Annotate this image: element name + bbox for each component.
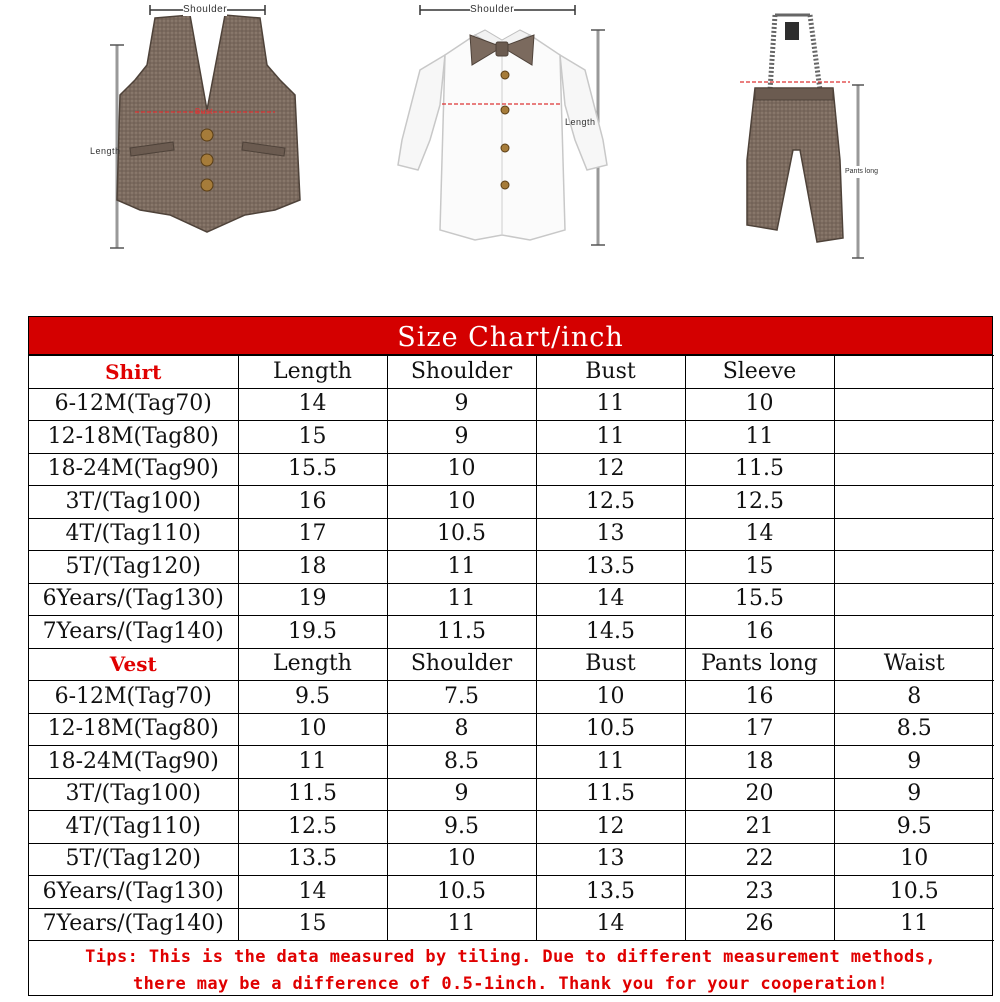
vest-value-cell: 11 (387, 908, 536, 941)
shirt-header-cell: Sleeve (685, 356, 834, 389)
table-row (29, 811, 994, 844)
vest-value-cell: 16 (685, 681, 834, 714)
shirt-value-cell: 15.5 (685, 583, 834, 616)
vest-value-cell: 23 (685, 876, 834, 909)
vest-value-cell: 22 (685, 843, 834, 876)
size-table-body (29, 356, 994, 941)
shirt-value-cell: 11 (536, 388, 685, 421)
shirt-header-cell: Shoulder (387, 356, 536, 389)
table-row (29, 843, 994, 876)
shirt-header-row (29, 356, 994, 389)
shirt-value-cell: 15 (685, 551, 834, 584)
vest-value-cell: 17 (685, 713, 834, 746)
shirt-value-cell (834, 616, 994, 649)
vest-value-cell: 20 (685, 778, 834, 811)
shirt-size-cell: 6Years/(Tag130) (29, 583, 238, 616)
shirt-size-cell: 3T/(Tag100) (29, 486, 238, 519)
shirt-value-cell (834, 388, 994, 421)
table-row (29, 421, 994, 454)
shirt-value-cell: 11 (387, 551, 536, 584)
tips-line-1: Tips: This is the data measured by tiling. Due to different measurement methods, (85, 947, 936, 967)
vest-value-cell: 10.5 (834, 876, 994, 909)
shirt-size-cell: 6-12M(Tag70) (29, 388, 238, 421)
shirt-illustration (390, 0, 630, 260)
vest-size-cell: 7Years/(Tag140) (29, 908, 238, 941)
vest-value-cell: 13 (536, 843, 685, 876)
shirt-section-label: Shirt (29, 356, 238, 389)
vest-value-cell: 13.5 (536, 876, 685, 909)
shirt-size-cell: 18-24M(Tag90) (29, 453, 238, 486)
shirt-value-cell: 14 (685, 518, 834, 551)
pants-long-label: Pants long (845, 166, 878, 178)
vest-value-cell: 14 (536, 908, 685, 941)
shirt-header-cell (834, 356, 994, 389)
vest-value-cell: 21 (685, 811, 834, 844)
vest-bust-label: Bust (195, 107, 214, 116)
vest-size-cell: 6Years/(Tag130) (29, 876, 238, 909)
vest-value-cell: 14 (238, 876, 387, 909)
shirt-size-cell: 4T/(Tag110) (29, 518, 238, 551)
vest-value-cell: 9.5 (387, 811, 536, 844)
vest-header-cell: Bust (536, 648, 685, 681)
shirt-value-cell (834, 486, 994, 519)
vest-section-label: Vest (29, 648, 238, 681)
table-row (29, 551, 994, 584)
shirt-value-cell: 9 (387, 388, 536, 421)
shirt-value-cell: 10.5 (387, 518, 536, 551)
vest-size-cell: 4T/(Tag110) (29, 811, 238, 844)
shirt-value-cell: 10 (387, 486, 536, 519)
shirt-shoulder-label: Shoulder (470, 4, 515, 15)
vest-value-cell: 10 (536, 681, 685, 714)
vest-value-cell: 9 (834, 778, 994, 811)
table-row (29, 876, 994, 909)
table-row (29, 616, 994, 649)
table-row (29, 583, 994, 616)
shirt-value-cell: 16 (685, 616, 834, 649)
shirt-value-cell: 11.5 (387, 616, 536, 649)
vest-length-label: Length (90, 146, 121, 156)
chart-title: Size Chart/inch (29, 317, 992, 355)
shirt-value-cell: 12.5 (536, 486, 685, 519)
pants-illustration (725, 0, 875, 265)
shirt-value-cell: 10 (685, 388, 834, 421)
size-table (29, 355, 994, 941)
vest-value-cell: 11.5 (536, 778, 685, 811)
vest-value-cell: 12 (536, 811, 685, 844)
shirt-value-cell: 17 (238, 518, 387, 551)
shirt-size-cell: 5T/(Tag120) (29, 551, 238, 584)
shirt-value-cell (834, 453, 994, 486)
shirt-value-cell (834, 583, 994, 616)
shirt-value-cell: 14.5 (536, 616, 685, 649)
shirt-value-cell: 19.5 (238, 616, 387, 649)
garment-illustrations (0, 0, 1000, 300)
vest-value-cell: 8 (387, 713, 536, 746)
table-row (29, 388, 994, 421)
vest-value-cell: 18 (685, 746, 834, 779)
table-row (29, 746, 994, 779)
vest-value-cell: 9.5 (834, 811, 994, 844)
shirt-value-cell: 9 (387, 421, 536, 454)
shirt-value-cell: 15.5 (238, 453, 387, 486)
vest-header-row (29, 648, 994, 681)
table-row (29, 908, 994, 941)
shirt-value-cell (834, 551, 994, 584)
table-row (29, 518, 994, 551)
vest-value-cell: 10.5 (387, 876, 536, 909)
vest-header-cell: Length (238, 648, 387, 681)
shirt-size-cell: 7Years/(Tag140) (29, 616, 238, 649)
shirt-header-cell: Length (238, 356, 387, 389)
shirt-value-cell: 18 (238, 551, 387, 584)
vest-value-cell: 10 (238, 713, 387, 746)
table-row (29, 713, 994, 746)
vest-header-cell: Waist (834, 648, 994, 681)
shirt-length-label: Length (565, 117, 596, 127)
vest-size-cell: 18-24M(Tag90) (29, 746, 238, 779)
shirt-value-cell: 12.5 (685, 486, 834, 519)
shirt-value-cell: 10 (387, 453, 536, 486)
shirt-value-cell: 11.5 (685, 453, 834, 486)
vest-header-cell: Pants long (685, 648, 834, 681)
vest-shoulder-label: Shoulder (183, 4, 228, 15)
table-row (29, 681, 994, 714)
vest-value-cell: 8.5 (834, 713, 994, 746)
shirt-header-cell: Bust (536, 356, 685, 389)
shirt-value-cell: 12 (536, 453, 685, 486)
size-chart (28, 316, 993, 996)
vest-value-cell: 8.5 (387, 746, 536, 779)
vest-size-cell: 5T/(Tag120) (29, 843, 238, 876)
shirt-value-cell: 15 (238, 421, 387, 454)
vest-header-cell: Shoulder (387, 648, 536, 681)
vest-value-cell: 11 (238, 746, 387, 779)
tips (29, 941, 992, 1002)
vest-size-cell: 3T/(Tag100) (29, 778, 238, 811)
vest-value-cell: 15 (238, 908, 387, 941)
vest-value-cell: 10.5 (536, 713, 685, 746)
vest-value-cell: 10 (834, 843, 994, 876)
shirt-value-cell (834, 421, 994, 454)
vest-size-cell: 6-12M(Tag70) (29, 681, 238, 714)
vest-value-cell: 9 (834, 746, 994, 779)
vest-size-cell: 12-18M(Tag80) (29, 713, 238, 746)
shirt-value-cell: 11 (387, 583, 536, 616)
shirt-value-cell (834, 518, 994, 551)
shirt-value-cell: 16 (238, 486, 387, 519)
vest-value-cell: 13.5 (238, 843, 387, 876)
table-row (29, 453, 994, 486)
vest-value-cell: 10 (387, 843, 536, 876)
shirt-value-cell: 14 (536, 583, 685, 616)
tips-line-2: there may be a difference of 0.5-1inch. Thank you for your cooperation! (132, 974, 889, 994)
vest-value-cell: 9 (387, 778, 536, 811)
shirt-value-cell: 11 (536, 421, 685, 454)
vest-value-cell: 9.5 (238, 681, 387, 714)
table-row (29, 778, 994, 811)
vest-value-cell: 26 (685, 908, 834, 941)
shirt-value-cell: 19 (238, 583, 387, 616)
shirt-value-cell: 13.5 (536, 551, 685, 584)
vest-illustration (95, 0, 315, 260)
vest-value-cell: 11.5 (238, 778, 387, 811)
table-row (29, 486, 994, 519)
vest-value-cell: 8 (834, 681, 994, 714)
vest-value-cell: 7.5 (387, 681, 536, 714)
shirt-size-cell: 12-18M(Tag80) (29, 421, 238, 454)
shirt-value-cell: 13 (536, 518, 685, 551)
shirt-value-cell: 14 (238, 388, 387, 421)
vest-value-cell: 12.5 (238, 811, 387, 844)
vest-value-cell: 11 (536, 746, 685, 779)
shirt-value-cell: 11 (685, 421, 834, 454)
vest-value-cell: 11 (834, 908, 994, 941)
